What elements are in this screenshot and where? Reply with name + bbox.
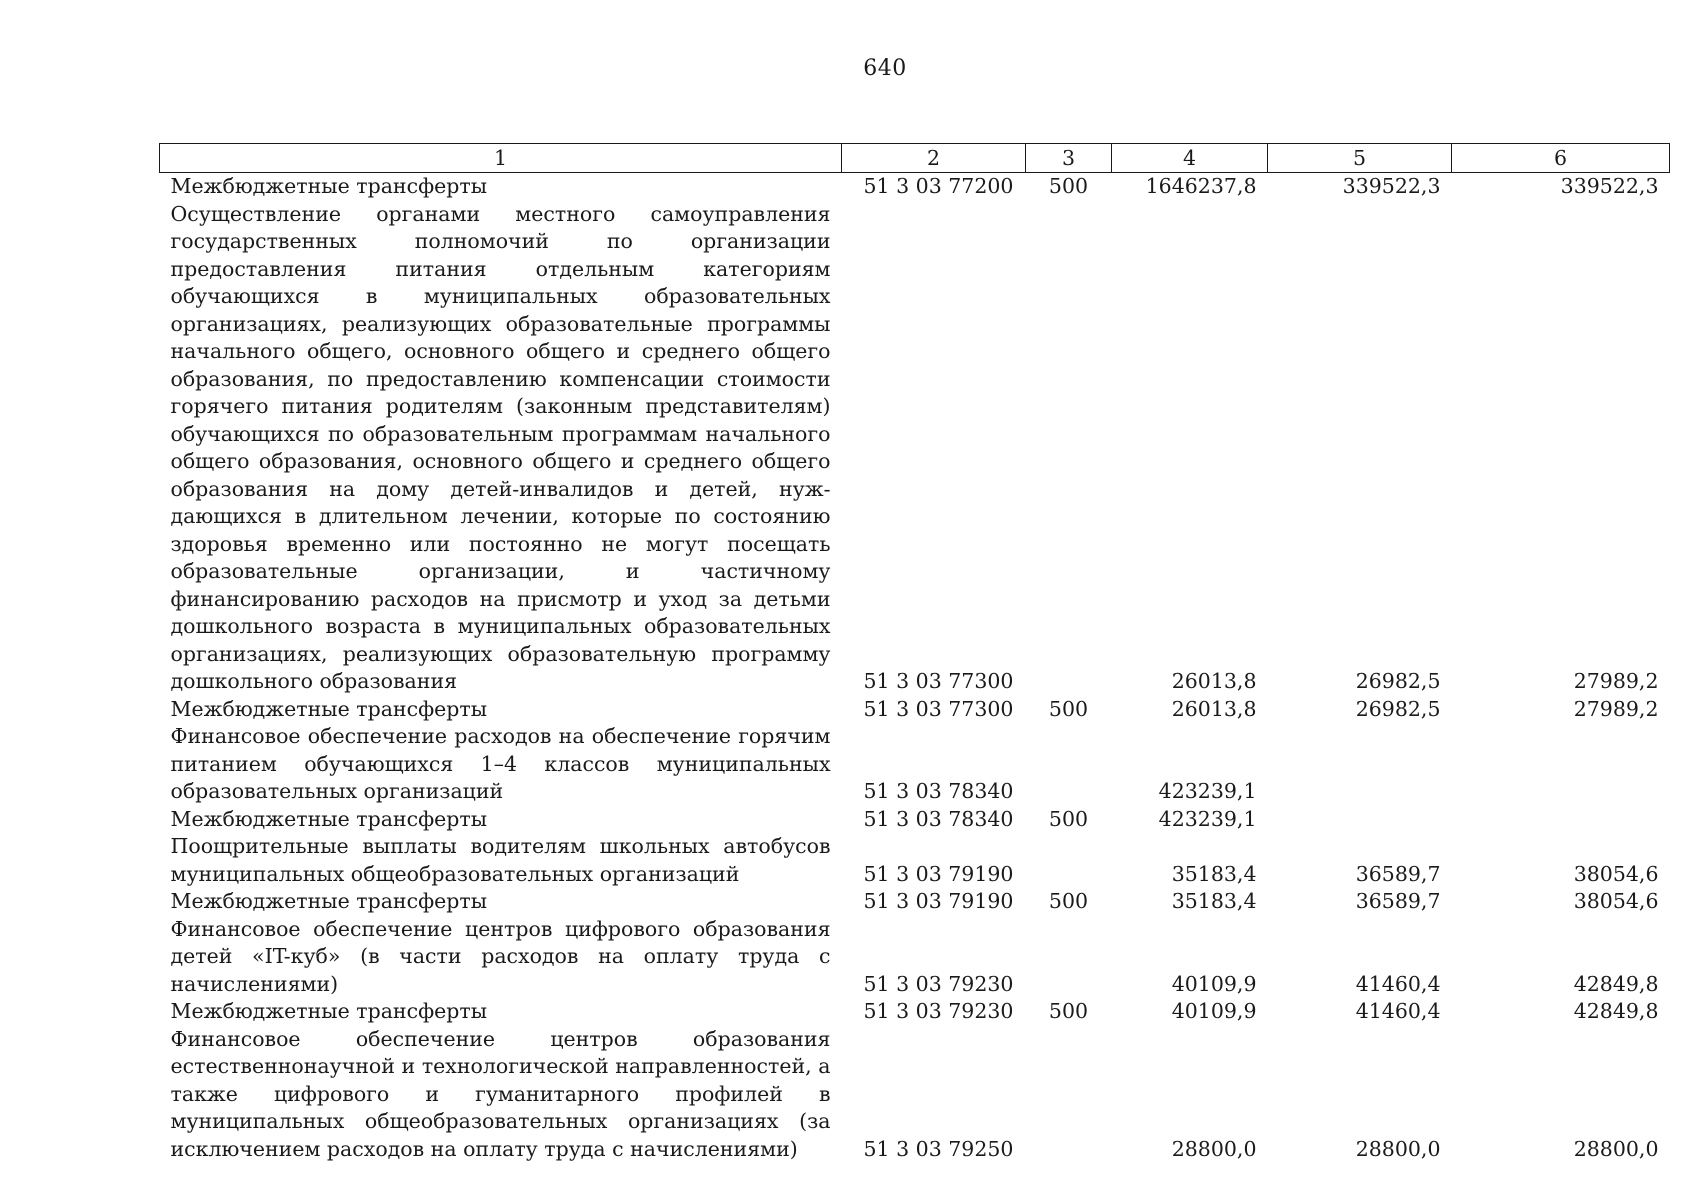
column-header-6: 6 bbox=[1452, 144, 1670, 173]
row-value-4: 35183,4 bbox=[1171, 861, 1257, 886]
row-kvr bbox=[1026, 916, 1112, 999]
table-row bbox=[160, 916, 1670, 999]
row-value-5: 36589,7 bbox=[1355, 861, 1441, 886]
row-kvr: 500 bbox=[1048, 696, 1089, 721]
row-value-4: 40109,9 bbox=[1171, 999, 1257, 1023]
column-header-1: 1 bbox=[160, 144, 842, 173]
table-row bbox=[160, 201, 1670, 696]
column-header-3: 3 bbox=[1026, 144, 1112, 173]
row-value-6 bbox=[1452, 723, 1670, 806]
row-name: Финансовое обеспечение центров образования естественнонаучной и технологической направленностей, а также цифрового и гуманитарного профилей в муниципальных общеобразовательных организациях (за исключением расходов на оплату труда с начислениями) bbox=[170, 1026, 831, 1161]
row-code: 51 3 03 79190 bbox=[863, 861, 1014, 886]
row-code: 51 3 03 77300 bbox=[863, 669, 1014, 693]
column-header-2: 2 bbox=[842, 144, 1026, 173]
page-number: 640 bbox=[863, 56, 907, 81]
row-kvr: 500 bbox=[1048, 889, 1089, 913]
table-body bbox=[160, 173, 1670, 1164]
row-name: Межбюджетные трансферты bbox=[170, 696, 488, 721]
table-row bbox=[160, 723, 1670, 806]
row-value-5 bbox=[1268, 806, 1452, 834]
row-kvr: 500 bbox=[1048, 174, 1089, 198]
row-value-6: 42849,8 bbox=[1573, 999, 1659, 1023]
row-value-5: 339522,3 bbox=[1342, 174, 1441, 198]
row-name: Финансовое обеспечение расходов на обеспечение горячим питанием обучающихся 1–4 классов муниципальных образовательных организаций bbox=[170, 724, 831, 803]
row-code: 51 3 03 78340 bbox=[863, 806, 1014, 831]
row-name: Межбюджетные трансферты bbox=[170, 889, 488, 913]
row-code: 51 3 03 77200 bbox=[863, 174, 1014, 198]
row-value-4: 35183,4 bbox=[1171, 889, 1257, 913]
budget-table bbox=[159, 143, 1670, 1163]
row-value-6 bbox=[1452, 806, 1670, 834]
row-code: 51 3 03 78340 bbox=[863, 779, 1014, 803]
row-name: Межбюджетные трансферты bbox=[170, 174, 488, 198]
row-value-5: 41460,4 bbox=[1355, 971, 1441, 996]
row-value-4: 26013,8 bbox=[1171, 669, 1257, 693]
row-value-4: 40109,9 bbox=[1171, 971, 1257, 996]
column-header-4: 4 bbox=[1112, 144, 1268, 173]
row-value-5: 26982,5 bbox=[1355, 696, 1441, 721]
row-value-4: 423239,1 bbox=[1158, 779, 1257, 803]
row-value-6: 38054,6 bbox=[1573, 861, 1659, 886]
row-kvr bbox=[1026, 833, 1112, 888]
row-value-6: 28800,0 bbox=[1573, 1136, 1659, 1161]
header-row bbox=[160, 144, 1670, 173]
table-row bbox=[160, 998, 1670, 1026]
row-value-4: 28800,0 bbox=[1171, 1136, 1257, 1161]
row-code: 51 3 03 79230 bbox=[863, 971, 1014, 996]
row-name: Межбюджетные трансферты bbox=[170, 806, 488, 831]
row-value-6: 27989,2 bbox=[1573, 669, 1659, 693]
row-name: Финансовое обеспечение центров цифрового образования детей «IT-куб» (в части расходов на оплату труда с начислениями) bbox=[170, 916, 831, 996]
row-value-5: 28800,0 bbox=[1355, 1136, 1441, 1161]
row-name: Поощрительные выплаты водителям школьных автобусов муниципальных общеобразовательных организаций bbox=[170, 834, 831, 886]
row-kvr: 500 bbox=[1048, 806, 1089, 831]
row-value-5: 26982,5 bbox=[1355, 669, 1441, 693]
row-value-5: 41460,4 bbox=[1355, 999, 1441, 1023]
table-row bbox=[160, 696, 1670, 724]
table-row bbox=[160, 173, 1670, 201]
row-value-4: 1646237,8 bbox=[1145, 174, 1257, 198]
row-kvr bbox=[1026, 201, 1112, 696]
row-kvr bbox=[1026, 1026, 1112, 1164]
table-row bbox=[160, 806, 1670, 834]
row-value-6: 339522,3 bbox=[1560, 174, 1659, 198]
row-value-4: 26013,8 bbox=[1171, 696, 1257, 721]
table-row bbox=[160, 888, 1670, 916]
table-row bbox=[160, 1026, 1670, 1164]
row-name: Осуществление органами местного самоуправления государственных полномочий по организации предоставления питания отдельным категориям обучающихся в муниципальных образовательных организациях, реализующих образовательные программы начального общего, основного общего и среднего общего образования, по предоставлению компенсации стоимости горячего питания родителям (законным представителям) обучающихся по образовательным программам начального общего образования, основного общего и среднего общего образования на дому детей-инвалидов и детей, нуждающихся в длительном лечении, которые по состоянию здоровья временно или постоянно не могут посещать образовательные организации, и частичному финансированию расходов на присмотр и уход за детьми дошкольного возраста в муниципальных образовательных организациях, реализующих образовательную программу дошкольного образования bbox=[170, 201, 831, 693]
row-value-6: 38054,6 bbox=[1573, 889, 1659, 913]
row-code: 51 3 03 77300 bbox=[863, 696, 1014, 721]
row-name: Межбюджетные трансферты bbox=[170, 999, 488, 1023]
row-value-5: 36589,7 bbox=[1355, 889, 1441, 913]
row-code: 51 3 03 79230 bbox=[863, 999, 1014, 1023]
table-header bbox=[160, 144, 1670, 173]
row-code: 51 3 03 79250 bbox=[863, 1136, 1014, 1161]
row-value-5 bbox=[1268, 723, 1452, 806]
row-value-6: 27989,2 bbox=[1573, 696, 1659, 721]
column-header-5: 5 bbox=[1268, 144, 1452, 173]
table-row bbox=[160, 833, 1670, 888]
row-kvr bbox=[1026, 723, 1112, 806]
row-kvr: 500 bbox=[1048, 999, 1089, 1023]
row-value-6: 42849,8 bbox=[1573, 971, 1659, 996]
row-value-4: 423239,1 bbox=[1158, 806, 1257, 831]
row-code: 51 3 03 79190 bbox=[863, 889, 1014, 913]
